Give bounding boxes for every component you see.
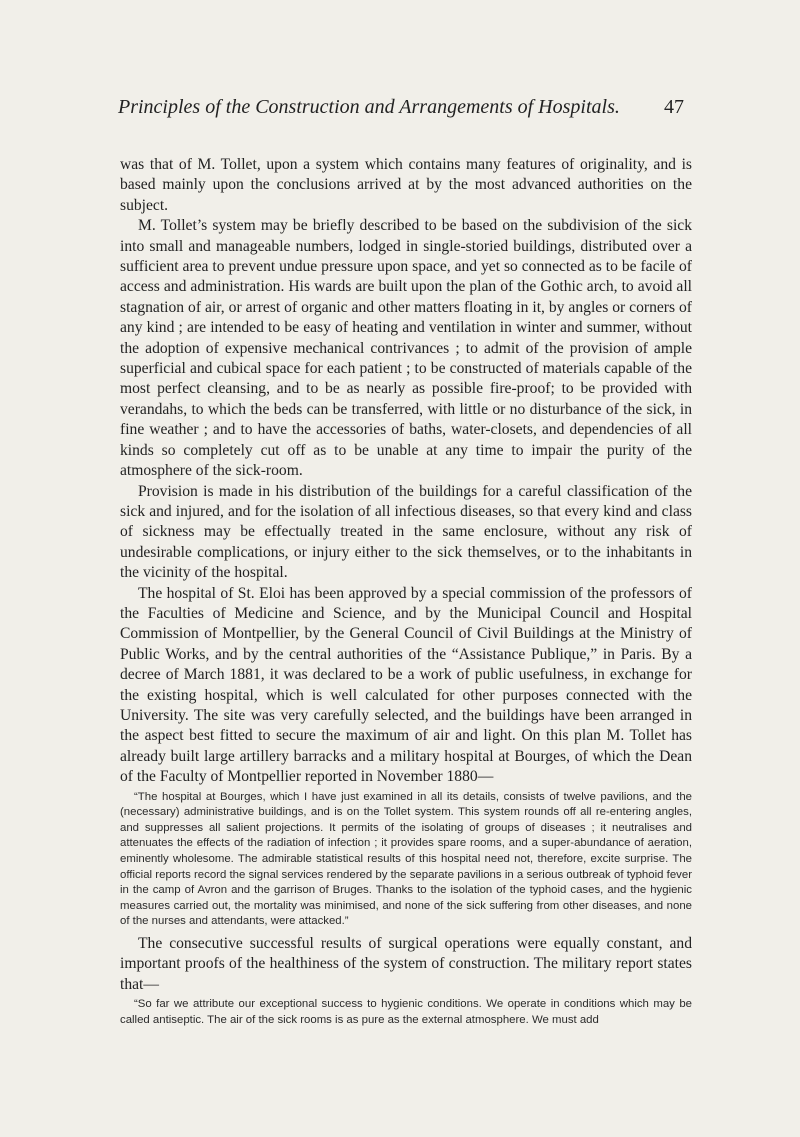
running-header bbox=[118, 94, 684, 120]
page-number: 47 bbox=[664, 96, 684, 118]
paragraph: M. Tollet’s system may be briefly described to be based on the subdivision of the sick into small and manageable numbers, lodged in single-storied buildings, distributed over a sufficient area to prevent undue pressure upon space, and yet so connected as to be facile of access and administration. His wards are built upon the plan of the Gothic arch, to avoid all stagnation of air, or arrest of organic and other matters floating in it, by angles or corners of any kind ; are intended to be easy of heating and ventilation in winter and summer, without the adoption of expensive mechanical contrivances ; to admit of the provision of ample superficial and cubical space for each patient ; to be constructed of materials capable of the most perfect cleansing, and to be as nearly as possible fire-proof; to be provided with verandahs, to which the beds can be transferred, with little or no disturbance of the sick, in fine weather ; and to have the accessories of baths, water-closets, and dependencies of all kinds so completely cut off as to be unable at any time to impair the purity of the atmosphere of the sick-room. bbox=[120, 217, 692, 480]
paragraph: Provision is made in his distribution of the buildings for a careful classification of the sick and injured, and for the isolation of all infectious diseases, so that every kind and class of sickness may be effectually treated in the same enclosure, without any risk of undesirable complications, or injury either to the sick themselves, or to the inhabitants in the vicinity of the hospital. bbox=[120, 482, 692, 582]
block-quote: “So far we attribute our exceptional success to hygienic conditions. We operate in conditions which may be called antiseptic. The air of the sick rooms is as pure as the external atmosphere. We must add bbox=[120, 998, 692, 1026]
running-title: Principles of the Construction and Arrangements of Hospitals. bbox=[118, 96, 620, 118]
body-text bbox=[120, 155, 692, 1032]
block-quote: “The hospital at Bourges, which I have just examined in all its details, consists of twelve pavilions, and the (necessary) administrative buildings, and is on the Tollet system. This system rounds off all re-entering angles, and suppresses all salient projections. It permits of the isolating of groups of diseases ; it neutralises and attenuates the effects of the radiation of infection ; it provides spare rooms, and a super-abundance of aeration, eminently wholesome. The admirable statistical results of this hospital need not, therefore, excite surprise. The official reports record the signal services rendered by the separate pavilions in a serious outbreak of typhoid fever in the camp of Avron and the garrison of Bruges. Thanks to the isolation of the typhoid cases, and the hygienic measures carried out, the mortality was minimised, and none of the sick suffering from other diseases, and none of the nurses and attendants, were attacked.” bbox=[120, 790, 692, 928]
paragraph: was that of M. Tollet, upon a system which contains many features of originality, and is based mainly upon the conclusions arrived at by the most advanced authorities on the subject. bbox=[120, 156, 692, 214]
paragraph: The consecutive successful results of surgical operations were equally constant, and important proofs of the healthiness of the system of construction. The military report states that— bbox=[120, 934, 692, 993]
paragraph: The hospital of St. Eloi has been approved by a special commission of the professors of the Faculties of Medicine and Science, and by the Municipal Council and Hospital Commission of Montpellier, by the General Council of Civil Buildings at the Ministry of Public Works, and by the central authorities of the “Assistance Publique,” in Paris. By a decree of March 1881, it was declared to be a work of public usefulness, in exchange for the existing hospital, which is well calculated for other purposes connected with the University. The site was very carefully selected, and the buildings have been arranged in the aspect best fitted to secure the maximum of air and light. On this plan M. Tollet has already built large artillery barracks and a military hospital at Bourges, of which the Dean of the Faculty of Montpellier reported in November 1880— bbox=[120, 584, 692, 786]
